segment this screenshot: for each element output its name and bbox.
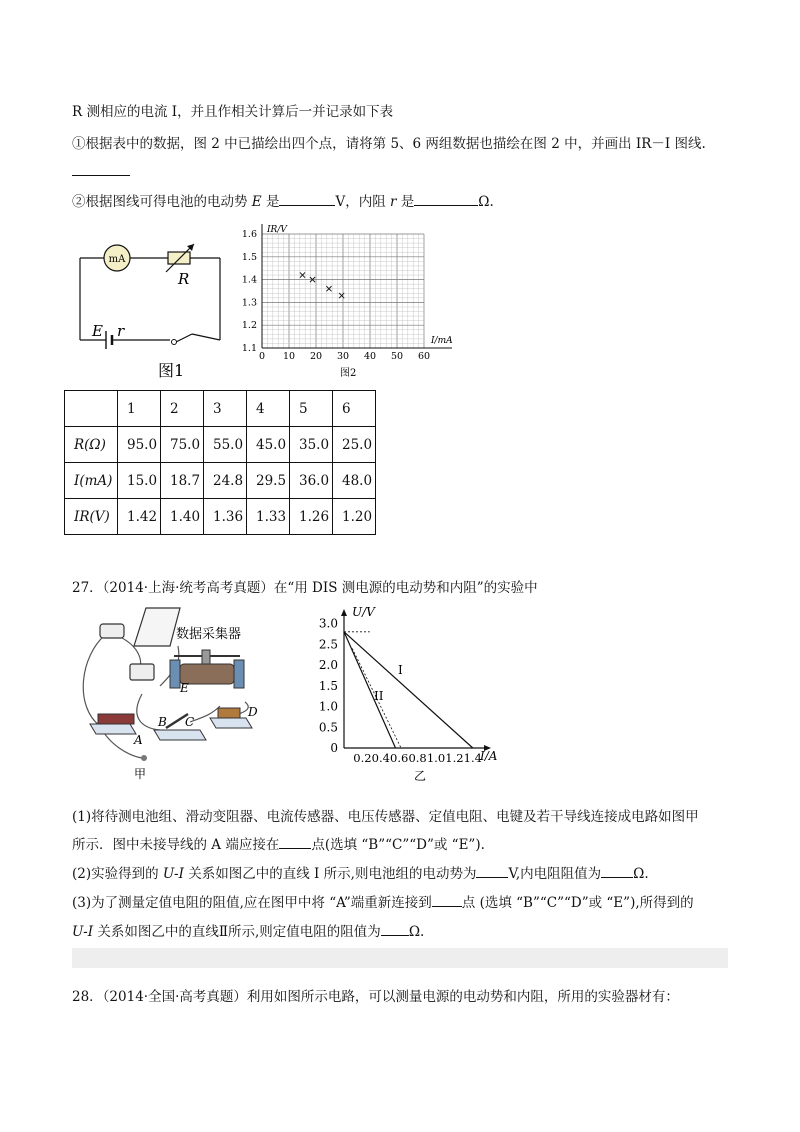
ui-x-tick-label: 1.0 <box>426 751 446 765</box>
question-28-header: 28．（2014·全国·高考真题）利用如图所示电路，可以测量电源的电动势和内阻，所用的实验器材有： <box>72 989 679 1005</box>
ui-y-tick-label: 1.5 <box>318 678 338 693</box>
q2-mid2: V，内阻 <box>335 194 390 210</box>
ui-graph-lines <box>344 632 473 748</box>
figure-1-circuit <box>70 232 230 382</box>
table-header-cell: 2 <box>161 391 204 427</box>
label-d: D <box>248 705 258 719</box>
figure-jia-apparatus <box>70 606 282 782</box>
ui-y-axis-label: U/V <box>352 605 375 619</box>
q27-part2-mid: V,内电阻阻值为 <box>508 866 602 882</box>
reconnect-blank[interactable] <box>432 893 462 907</box>
x-tick-label: 0 <box>258 351 266 362</box>
table-cell: 35.0 <box>290 427 333 463</box>
wire <box>83 634 106 726</box>
table-cell: 15.0 <box>118 463 161 499</box>
table-cell: 25.0 <box>333 427 376 463</box>
graph-axes <box>262 224 452 348</box>
q27-part3-line1 <box>72 891 694 911</box>
table-row <box>65 463 376 499</box>
x-tick-label: 30 <box>336 351 350 362</box>
ui-x-tick-label: 0.4 <box>371 751 390 765</box>
ui-x-tick-label: 0.2 <box>353 751 372 765</box>
ui-y-tick-label: 2.0 <box>318 658 338 672</box>
table-cell: 1.40 <box>161 499 204 535</box>
answer-line <box>72 175 130 176</box>
line-1 <box>344 632 473 748</box>
q2-r-symbol: r <box>390 194 397 210</box>
ui-x-tick-label: 1.2 <box>445 751 464 765</box>
label-c: C <box>185 715 195 729</box>
data-table <box>64 390 376 535</box>
x-tick-label: 60 <box>417 351 431 362</box>
q27-part2 <box>72 862 649 882</box>
table-row-label: IR(V) <box>65 499 118 535</box>
fixed-resistor-blank[interactable] <box>381 922 409 936</box>
resistor-label: R <box>178 270 190 288</box>
q27-part1-text: 所示．图中未接导线的 A 端应接在 <box>72 837 280 853</box>
ui-y-tick-label: 2.5 <box>318 637 338 652</box>
table-header-cell: 1 <box>118 391 161 427</box>
table-cell: 1.33 <box>247 499 290 535</box>
table-header-cell: 3 <box>204 391 247 427</box>
table-cell: 24.8 <box>204 463 247 499</box>
ui-x-axis-label: I/A <box>480 749 498 763</box>
q27-part2-unit: Ω. <box>633 866 649 882</box>
q27-ui-symbol-2: U-I <box>72 924 94 940</box>
data-point-marker <box>339 293 344 298</box>
x-tick-label: 20 <box>309 351 323 362</box>
table-header-row <box>65 391 376 427</box>
label-b: B <box>158 715 167 729</box>
rheostat-icon <box>168 252 190 264</box>
figure-jia-caption: 甲 <box>134 767 147 781</box>
table-cell: 18.7 <box>161 463 204 499</box>
y-tick-label: 1.1 <box>241 343 257 354</box>
q27-part2-text: 关系如图乙中的直线 I 所示,则电池组的电动势为 <box>183 866 477 882</box>
y-tick-label: 1.3 <box>241 297 257 309</box>
y-tick-label: 1.5 <box>241 251 257 263</box>
line-2 <box>344 632 396 748</box>
question-1-text: ①根据表中的数据，图 2 中已描绘出四个点，请将第 5、6 两组数据也描绘在图 2 中，并画出 IR－I 图线. <box>72 136 706 152</box>
table-cell: 1.36 <box>204 499 247 535</box>
ui-x-tick-label: 0.6 <box>390 751 409 765</box>
label-e: E <box>180 681 189 695</box>
y-axis-arrow-icon <box>341 609 347 616</box>
q27-part1-line1: (1)将待测电池组、滑动变阻器、电流传感器、电压传感器、定值电阻、电键及若干导线连接成电路如图甲 <box>72 809 699 825</box>
table-header-cell: 6 <box>333 391 376 427</box>
y-tick-label: 1.4 <box>241 274 257 286</box>
table-cell: 29.5 <box>247 463 290 499</box>
figure-2-graph <box>236 222 466 382</box>
q27-part3-line2 <box>72 920 424 940</box>
label-a: A <box>134 733 143 747</box>
internal-resistance-blank[interactable] <box>601 864 633 878</box>
question-27-header: 27．（2014·上海·统考高考真题）在“用 DIS 测电源的电动势和内阻”的实验中 <box>72 580 538 596</box>
graph-grid <box>262 234 424 348</box>
graph-tick-labels <box>242 229 430 362</box>
answer-area-band <box>72 948 728 968</box>
ui-y-tick-label: 3.0 <box>318 616 338 631</box>
switch-icon <box>172 340 177 345</box>
voltage-sensor-icon <box>130 664 154 680</box>
figure-yi-graph <box>310 604 500 784</box>
q27-ui-symbol: U-I <box>162 866 184 882</box>
q27-part1-options: 点(选填 “B”“C”“D”或 “E”). <box>311 837 485 853</box>
table-cell: 1.26 <box>290 499 333 535</box>
x-tick-label: 10 <box>282 351 296 362</box>
ui-y-tick-label: 0 <box>330 741 338 755</box>
wire-end-a-icon <box>141 755 147 761</box>
table-header-cell: 4 <box>247 391 290 427</box>
line-1-label: I <box>398 663 403 677</box>
y-tick-label: 1.2 <box>241 320 257 332</box>
table-header-cell <box>65 391 118 427</box>
q27-part1-line2 <box>72 833 485 853</box>
table-cell: 1.42 <box>118 499 161 535</box>
figure-yi-caption: 乙 <box>414 769 427 783</box>
q27-part3-options: 点 (选填 “B”“C”“D”或 “E”),所得到的 <box>461 895 694 911</box>
q2-emf-symbol: E <box>251 194 262 210</box>
table-cell: 48.0 <box>333 463 376 499</box>
ammeter-label: mA <box>108 254 126 265</box>
ui-x-tick-label: 1.4 <box>463 751 482 765</box>
ui-y-tick-label: 1.0 <box>318 699 338 714</box>
collector-label: 数据采集器 <box>176 627 242 642</box>
internal-resistance-label: r <box>117 322 125 340</box>
table-cell: 95.0 <box>118 427 161 463</box>
x-tick-label: 50 <box>390 351 404 362</box>
q2-mid1: 是 <box>261 194 280 210</box>
table-row <box>65 427 376 463</box>
emf-answer-blank[interactable] <box>476 864 508 878</box>
figure-1-caption: 图1 <box>158 361 185 380</box>
q2-suffix: Ω. <box>478 194 494 210</box>
ui-x-tick-label: 0.8 <box>408 751 427 765</box>
battery-pack-icon <box>90 714 136 734</box>
table-row <box>65 499 376 535</box>
q27-part3-text-2: 关系如图乙中的直线Ⅱ所示,则定值电阻的阻值为 <box>93 924 381 940</box>
emf-label: E <box>92 322 103 340</box>
data-collector-icon <box>134 608 180 646</box>
q27-part3-text: (3)为了测量定值电阻的阻值,应在图甲中将 “A”端重新连接到 <box>72 895 432 911</box>
ui-y-tick-label: 0.5 <box>318 720 338 735</box>
line-2-label: II <box>374 689 384 703</box>
table-row-label: R(Ω) <box>65 427 118 463</box>
table-cell: 36.0 <box>290 463 333 499</box>
q27-part2-prefix: (2)实验得到的 <box>72 866 163 882</box>
table-header-cell: 5 <box>290 391 333 427</box>
y-axis-label: IR/V <box>267 225 287 235</box>
q2-mid3: 是 <box>396 194 415 210</box>
x-axis-label: I/mA <box>431 336 453 346</box>
emf-blank[interactable] <box>279 192 335 206</box>
table-cell: 1.20 <box>333 499 376 535</box>
wire <box>137 694 160 730</box>
table-row-label: I(mA) <box>65 463 118 499</box>
question-2-text <box>72 190 494 210</box>
intro-line: R 测相应的电流 I，并且作相关计算后一并记录如下表 <box>72 104 394 120</box>
table-cell: 55.0 <box>204 427 247 463</box>
q2-prefix: ②根据图线可得电池的电动势 <box>72 194 252 210</box>
table-cell: 45.0 <box>247 427 290 463</box>
ui-graph-axes <box>341 609 491 751</box>
q27-part3-unit: Ω. <box>408 924 425 940</box>
terminal-blank[interactable] <box>279 835 311 849</box>
current-sensor-icon <box>100 624 124 638</box>
table-cell: 75.0 <box>161 427 204 463</box>
y-tick-label: 1.6 <box>241 229 257 240</box>
x-tick-label: 40 <box>363 351 377 362</box>
ui-graph-tick-labels <box>319 617 482 766</box>
figure-2-caption: 图2 <box>340 368 357 379</box>
resistance-blank[interactable] <box>414 192 478 206</box>
